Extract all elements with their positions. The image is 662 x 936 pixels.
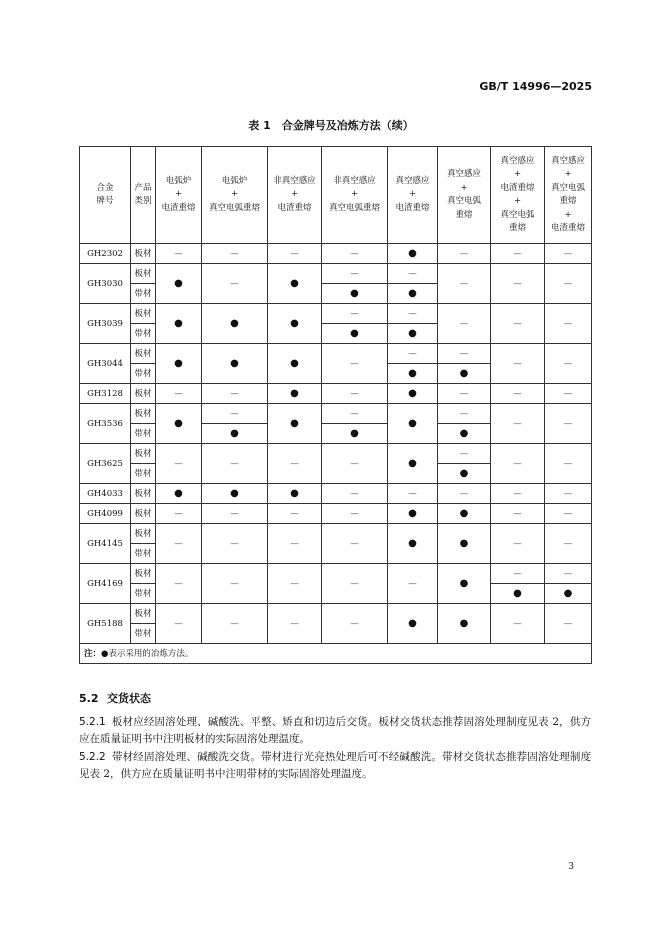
product-type-cell: 板材 [131,444,156,464]
table-row [80,484,592,504]
dash-mark: — [202,384,268,404]
clause-5-2-2 [79,749,591,783]
table-row [80,264,592,284]
dash-mark: — [438,484,491,504]
table-note [80,644,592,664]
dash-mark: — [202,504,268,524]
clause-number: 5.2.1 [79,716,106,728]
alloy-grade-cell: GH3039 [80,304,131,344]
dash-mark: — [491,504,545,524]
dash-mark: — [156,384,202,404]
dash-mark: — [202,264,268,304]
dash-mark: — [491,524,545,564]
dot-mark: ● [438,424,491,444]
dot-mark: ● [156,304,202,344]
dot-mark: ● [156,484,202,504]
dot-mark: ● [438,524,491,564]
dash-mark: — [202,244,268,264]
dash-mark: — [438,244,491,264]
note-text: ●表示采用的冶炼方法。 [101,648,194,659]
clause-number: 5.2.2 [79,751,106,763]
header-method-3: 非真空感应 + 电渣重熔 [268,147,322,244]
section-title: 交货状态 [107,692,151,705]
product-type-cell: 带材 [131,544,156,564]
dash-mark: — [545,404,592,444]
dash-mark: — [545,524,592,564]
dash-mark: — [491,444,545,484]
alloy-grade-cell: GH5188 [80,604,131,644]
dash-mark: — [202,564,268,604]
dash-mark: — [268,604,322,644]
dash-mark: — [438,384,491,404]
product-type-cell: 带材 [131,584,156,604]
dash-mark: — [202,604,268,644]
dash-mark: — [156,524,202,564]
dot-mark: ● [202,344,268,384]
dot-mark: ● [268,404,322,444]
dash-mark: — [545,604,592,644]
dash-mark: — [268,444,322,484]
dash-mark: — [438,344,491,364]
dash-mark: — [322,404,388,424]
header-method-1: 电弧炉 + 电渣重熔 [156,147,202,244]
dash-mark: — [322,384,388,404]
dash-mark: — [322,564,388,604]
table-row [80,524,592,544]
dot-mark: ● [388,324,438,344]
header-product-type: 产品 类别 [131,147,156,244]
dot-mark: ● [388,244,438,264]
dash-mark: — [388,304,438,324]
dot-mark: ● [388,604,438,644]
alloy-grade-cell: GH4099 [80,504,131,524]
dot-mark: ● [438,504,491,524]
dash-mark: — [202,444,268,484]
header-method-6: 真空感应 + 真空电弧 重熔 [438,147,491,244]
product-type-cell: 板材 [131,524,156,544]
product-type-cell: 板材 [131,264,156,284]
dot-mark: ● [388,504,438,524]
product-type-cell: 板材 [131,564,156,584]
dot-mark: ● [202,484,268,504]
dash-mark: — [491,384,545,404]
table-row [80,244,592,264]
dot-mark: ● [268,344,322,384]
dot-mark: ● [438,364,491,384]
dash-mark: — [268,504,322,524]
dash-mark: — [438,404,491,424]
alloy-grade-cell: GH3030 [80,264,131,304]
dash-mark: — [202,524,268,564]
alloy-grade-cell: GH3128 [80,384,131,404]
dot-mark: ● [545,584,592,604]
dash-mark: — [268,244,322,264]
product-type-cell: 板材 [131,484,156,504]
product-type-cell: 带材 [131,364,156,384]
dash-mark: — [322,524,388,564]
dot-mark: ● [268,264,322,304]
dash-mark: — [322,244,388,264]
alloy-grade-cell: GH4033 [80,484,131,504]
dash-mark: — [438,264,491,304]
section-number: 5.2 [79,692,99,705]
header-method-5: 真空感应 + 电渣重熔 [388,147,438,244]
clause-text: 带材经固溶处理、碱酸洗交货。带材进行光亮热处理后可不经碱酸洗。带材交货状态推荐固溶处理制度见表 2，供方应在质量证明书中注明带材的实际固溶处理温度。 [79,751,591,780]
product-type-cell: 板材 [131,604,156,624]
dash-mark: — [491,304,545,344]
product-type-cell: 带材 [131,284,156,304]
dot-mark: ● [438,464,491,484]
dot-mark: ● [438,564,491,604]
product-type-cell: 板材 [131,504,156,524]
dash-mark: — [545,384,592,404]
product-type-cell: 带材 [131,424,156,444]
dot-mark: ● [388,284,438,304]
dash-mark: — [388,484,438,504]
product-type-cell: 板材 [131,304,156,324]
alloy-grade-cell: GH3625 [80,444,131,484]
dot-mark: ● [322,424,388,444]
table-row [80,344,592,364]
dot-mark: ● [156,344,202,384]
table-row [80,564,592,584]
product-type-cell: 带材 [131,464,156,484]
dash-mark: — [322,504,388,524]
dash-mark: — [491,404,545,444]
dash-mark: — [322,344,388,384]
table-header-row [80,147,592,244]
alloy-grade-cell: GH4169 [80,564,131,604]
table-row [80,304,592,324]
dash-mark: — [156,444,202,484]
dot-mark: ● [156,264,202,304]
dash-mark: — [491,344,545,384]
dash-mark: — [491,484,545,504]
dot-mark: ● [388,404,438,444]
dash-mark: — [491,264,545,304]
dash-mark: — [322,304,388,324]
dot-mark: ● [268,304,322,344]
dash-mark: — [268,564,322,604]
dash-mark: — [388,564,438,604]
dash-mark: — [322,484,388,504]
table-caption: 表 1 合金牌号及冶炼方法（续） [248,119,414,132]
dash-mark: — [545,484,592,504]
dot-mark: ● [202,304,268,344]
dash-mark: — [545,344,592,384]
dot-mark: ● [388,364,438,384]
dash-mark: — [491,244,545,264]
dash-mark: — [322,444,388,484]
dash-mark: — [322,264,388,284]
standard-code: GB/T 14996—2025 [479,80,592,93]
product-type-cell: 带材 [131,324,156,344]
dash-mark: — [388,264,438,284]
header-alloy-grade: 合金 牌号 [80,147,131,244]
dash-mark: — [545,504,592,524]
product-type-cell: 带材 [131,624,156,644]
table-row [80,404,592,424]
clause-text: 板材应经固溶处理、碱酸洗、平整、矫直和切边后交货。板材交货状态推荐固溶处理制度见表 2，供方应在质量证明书中注明板材的实际固溶处理温度。 [79,716,591,745]
alloy-grade-cell: GH3044 [80,344,131,384]
dot-mark: ● [268,484,322,504]
dash-mark: — [156,244,202,264]
product-type-cell: 板材 [131,344,156,364]
alloy-grade-cell: GH4145 [80,524,131,564]
table-row [80,504,592,524]
table-row [80,604,592,624]
dot-mark: ● [388,444,438,484]
dash-mark: — [438,444,491,464]
header-method-4: 非真空感应 + 真空电弧重熔 [322,147,388,244]
dash-mark: — [156,564,202,604]
dot-mark: ● [388,384,438,404]
dash-mark: — [268,524,322,564]
dot-mark: ● [322,284,388,304]
dot-mark: ● [491,584,545,604]
dot-mark: ● [202,424,268,444]
table-row [80,384,592,404]
dash-mark: — [491,604,545,644]
dash-mark: — [156,604,202,644]
table-row [80,444,592,464]
page-number: 3 [568,862,574,872]
dot-mark: ● [156,404,202,444]
dash-mark: — [491,564,545,584]
dash-mark: — [156,504,202,524]
dash-mark: — [545,304,592,344]
dash-mark: — [388,344,438,364]
dash-mark: — [322,604,388,644]
dash-mark: — [438,304,491,344]
dash-mark: — [545,264,592,304]
header-method-2: 电弧炉 + 真空电弧重熔 [202,147,268,244]
note-label: 注： [84,648,102,659]
alloy-grade-cell: GH2302 [80,244,131,264]
alloy-smelting-table [79,146,592,664]
product-type-cell: 板材 [131,404,156,424]
dot-mark: ● [268,384,322,404]
alloy-grade-cell: GH3536 [80,404,131,444]
clause-5-2-1 [79,714,591,748]
header-method-7: 真空感应 + 电渣重熔 + 真空电弧 重熔 [491,147,545,244]
product-type-cell: 板材 [131,244,156,264]
product-type-cell: 板材 [131,384,156,404]
dash-mark: — [202,404,268,424]
section-heading [79,690,151,706]
dot-mark: ● [438,604,491,644]
dot-mark: ● [388,524,438,564]
dash-mark: — [545,444,592,484]
table-note-row [80,644,592,664]
dash-mark: — [545,244,592,264]
header-method-8: 真空感应 + 真空电弧 重熔 + 电渣重熔 [545,147,592,244]
dot-mark: ● [322,324,388,344]
dash-mark: — [545,564,592,584]
